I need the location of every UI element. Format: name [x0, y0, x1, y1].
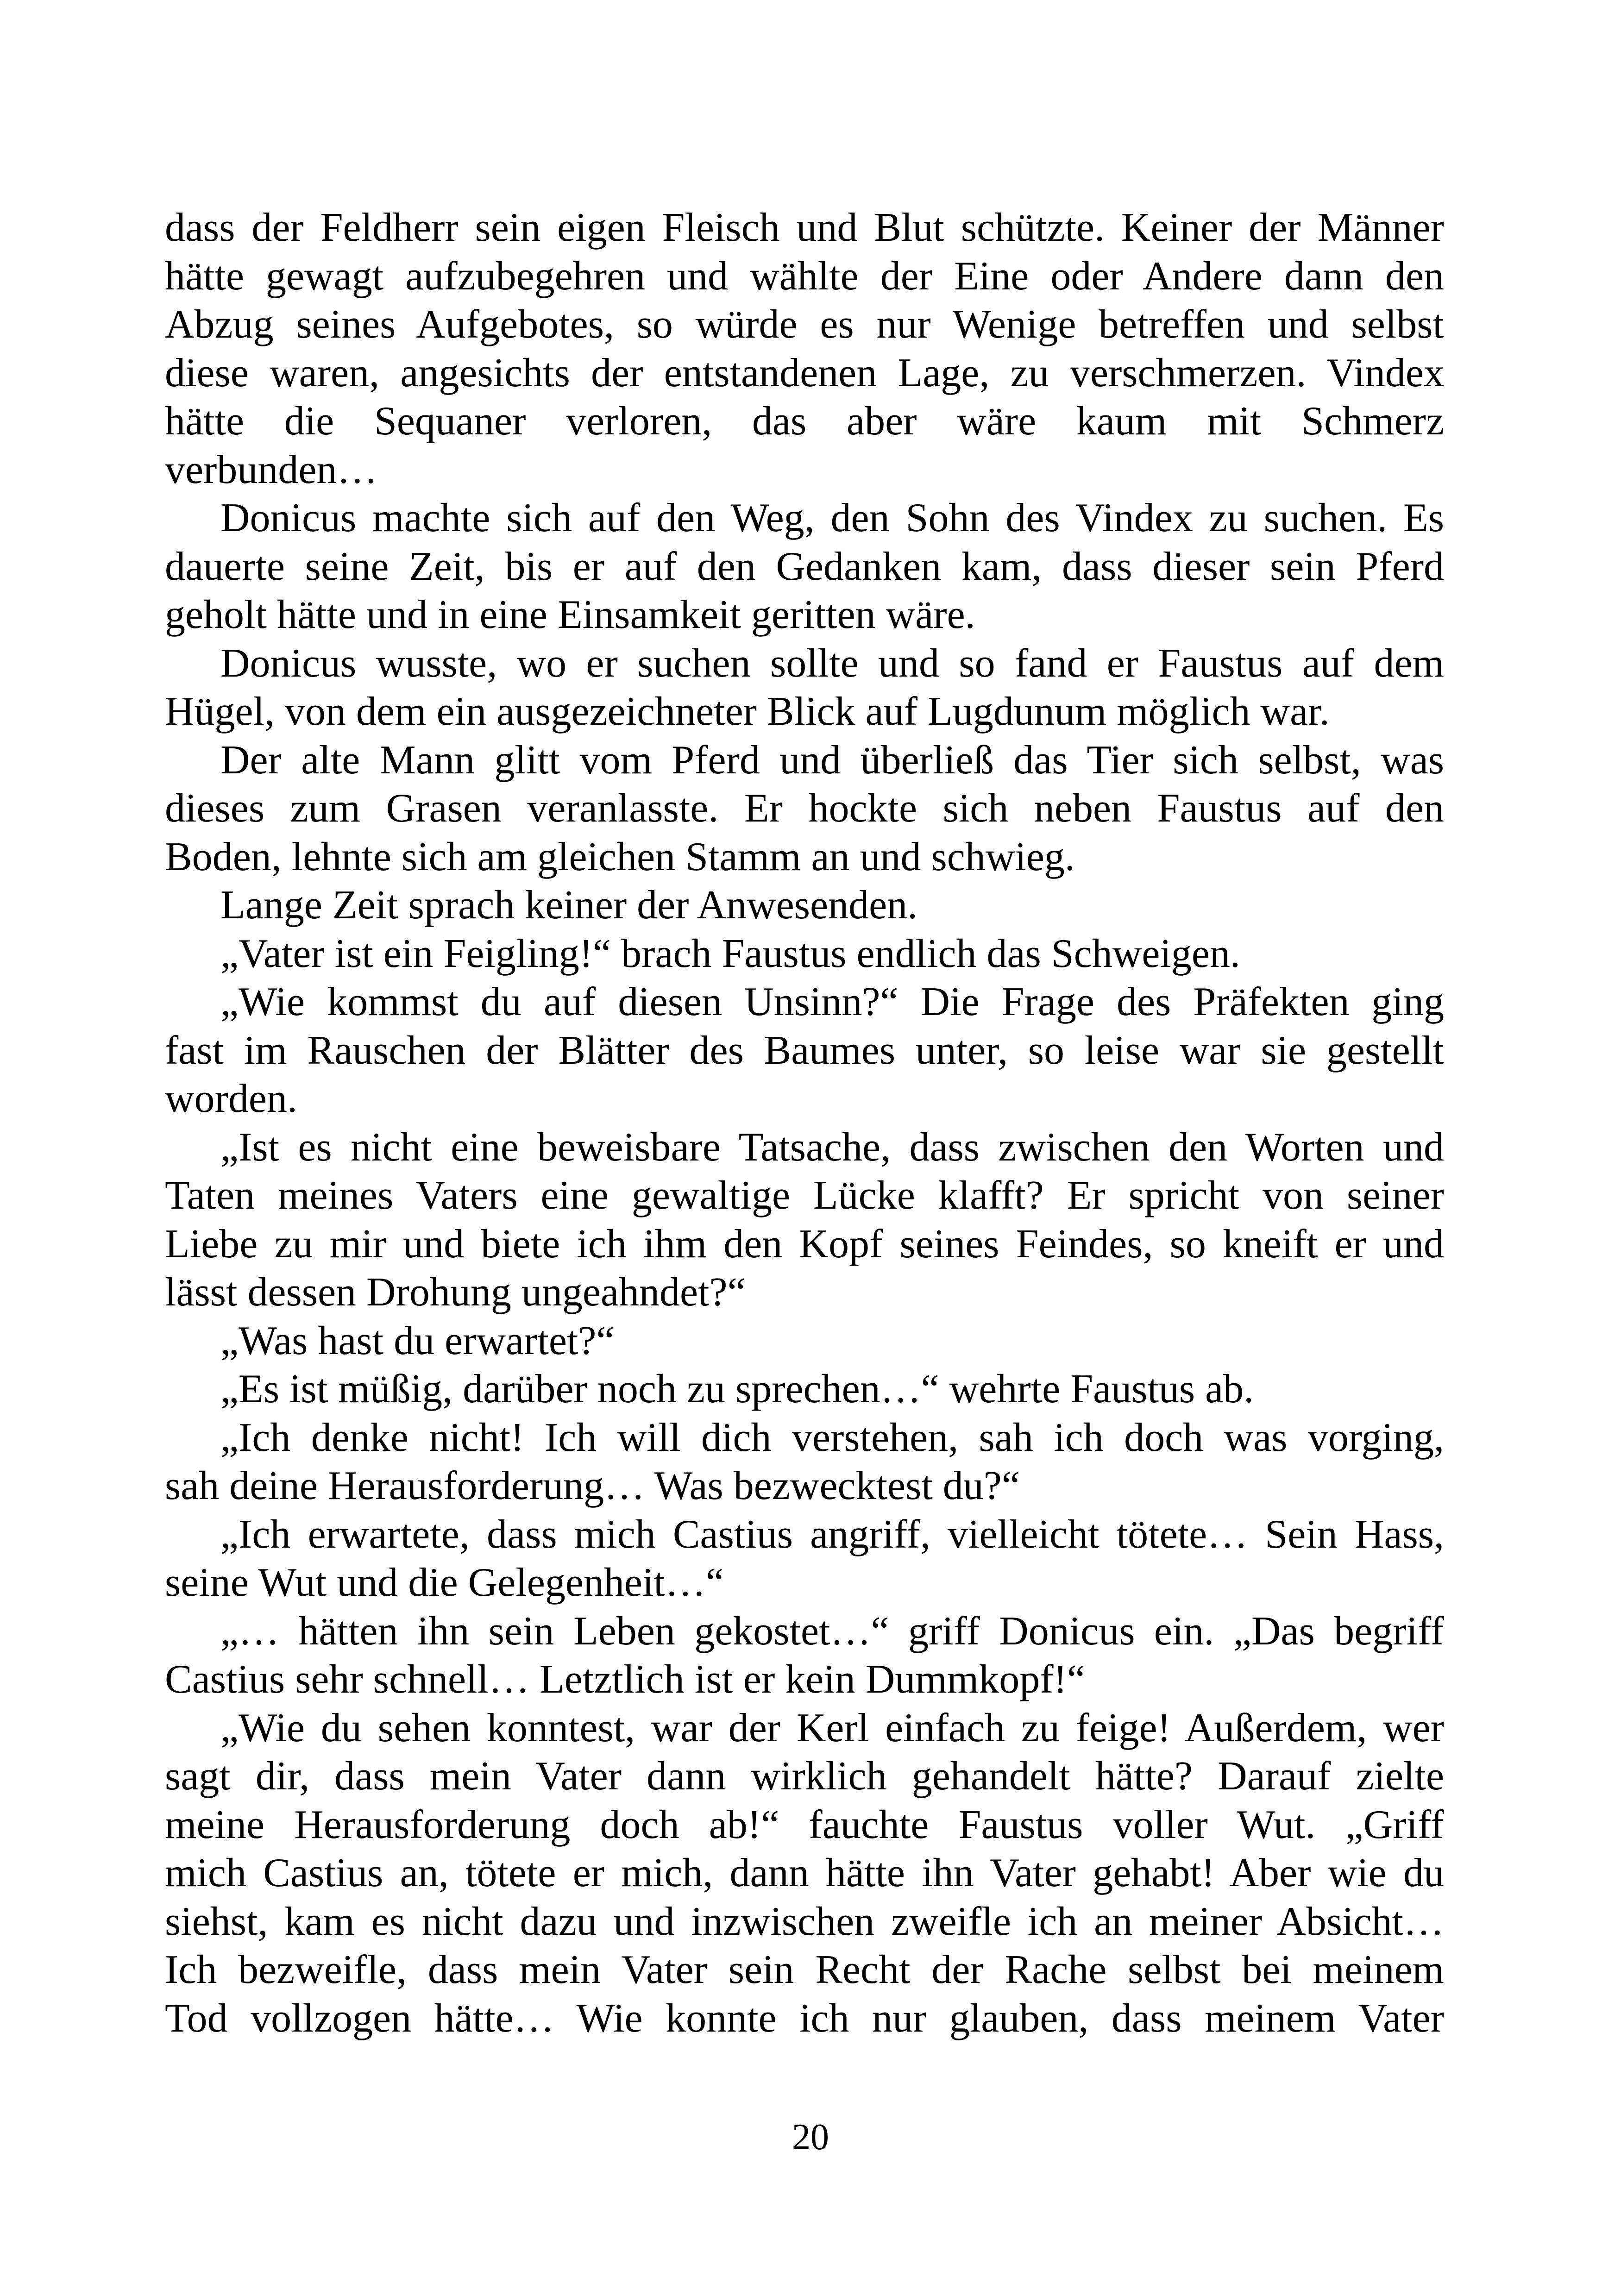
text-line: sagt dir, dass mein Vater dann wirklich gehandelt hätte? Darauf zielte: [165, 1754, 1444, 1799]
body-text: [165, 204, 1444, 2043]
text-line: „Was hast du erwartet?“: [220, 1318, 615, 1363]
paragraph: [165, 930, 1444, 979]
text-line: Castius sehr schnell… Letztlich ist er kein Dummkopf!“: [165, 1657, 1085, 1702]
text-line: meine Herausforderung doch ab!“ fauchte Faustus voller Wut. „Griff: [165, 1802, 1444, 1847]
paragraph: [165, 1607, 1444, 1704]
text-line: geholt hätte und in eine Einsamkeit geritten wäre.: [165, 592, 975, 637]
text-line: lässt dessen Drohung ungeahndet?“: [165, 1270, 746, 1315]
paragraph: [165, 1414, 1444, 1511]
text-line: siehst, kam es nicht dazu und inzwischen zweifle ich an meiner Absicht…: [165, 1899, 1444, 1944]
text-line: dass der Feldherr sein eigen Fleisch und Blut schützte. Keiner der Männer: [165, 205, 1444, 250]
text-line: „… hätten ihn sein Leben gekostet…“ griff Donicus ein. „Das begriff: [220, 1608, 1444, 1654]
text-line: dauerte seine Zeit, bis er auf den Gedanken kam, dass dieser sein Pferd: [165, 544, 1444, 589]
paragraph: [165, 736, 1444, 882]
paragraph: [165, 1704, 1444, 2043]
paragraph: [165, 1365, 1444, 1414]
page-number: 20: [792, 2117, 829, 2158]
text-line: Liebe zu mir und biete ich ihm den Kopf seines Feindes, so kneift er und: [165, 1221, 1444, 1267]
text-line: „Ich denke nicht! Ich will dich verstehen, sah ich doch was vorging,: [220, 1415, 1444, 1460]
text-line: „Es ist müßig, darüber noch zu sprechen…“ wehrte Faustus ab.: [220, 1367, 1254, 1411]
text-line: Lange Zeit sprach keiner der Anwesenden.: [220, 883, 918, 928]
text-line: seine Wut und die Gelegenheit…“: [165, 1560, 724, 1605]
text-line: hätte die Sequaner verloren, das aber wäre kaum mit Schmerz: [165, 399, 1444, 444]
text-line: sah deine Herausforderung… Was bezwecktest du?“: [165, 1463, 1020, 1508]
text-line: „Ich erwartete, dass mich Castius angriff, vielleicht tötete… Sein Hass,: [220, 1512, 1444, 1557]
text-line: fast im Rauschen der Blätter des Baumes unter, so leise war sie gestellt: [165, 1028, 1444, 1073]
paragraph: [165, 1123, 1444, 1317]
text-line: Abzug seines Aufgebotes, so würde es nur Wenige betreffen und selbst: [165, 302, 1444, 347]
paragraph: [165, 1511, 1444, 1607]
text-line: worden.: [165, 1076, 297, 1121]
paragraph: [165, 978, 1444, 1123]
text-line: Hügel, von dem ein ausgezeichneter Blick auf Lugdunum möglich war.: [165, 689, 1330, 734]
text-line: diese waren, angesichts der entstandenen Lage, zu verschmerzen. Vindex: [165, 350, 1444, 395]
paragraph: [165, 1317, 1444, 1366]
text-line: Der alte Mann glitt vom Pferd und überließ das Tier sich selbst, was: [220, 737, 1444, 783]
paragraph: [165, 494, 1444, 640]
text-line: Taten meines Vaters eine gewaltige Lücke klafft? Er spricht von seiner: [165, 1173, 1444, 1218]
text-line: dieses zum Grasen veranlasste. Er hockte sich neben Faustus auf den: [165, 786, 1444, 831]
text-line: hätte gewagt aufzubegehren und wählte der Eine oder Andere dann den: [165, 253, 1444, 299]
text-line: „Vater ist ein Feigling!“ brach Faustus endlich das Schweigen.: [220, 931, 1240, 976]
paragraph: [165, 204, 1444, 494]
text-line: „Wie kommst du auf diesen Unsinn?“ Die Frage des Präfekten ging: [220, 979, 1444, 1024]
paragraph: [165, 640, 1444, 736]
text-line: Donicus machte sich auf den Weg, den Sohn des Vindex zu suchen. Es: [220, 496, 1444, 540]
text-line: Tod vollzogen hätte… Wie konnte ich nur glauben, dass meinem Vater: [165, 1995, 1444, 2041]
text-line: „Wie du sehen konntest, war der Kerl einfach zu feige! Außerdem, wer: [220, 1705, 1444, 1750]
text-line: „Ist es nicht eine beweisbare Tatsache, dass zwischen den Worten und: [220, 1124, 1444, 1170]
text-line: Boden, lehnte sich am gleichen Stamm an und schwieg.: [165, 834, 1075, 879]
text-line: Ich bezweifle, dass mein Vater sein Recht der Rache selbst bei meinem: [165, 1947, 1444, 1992]
text-line: verbunden…: [165, 447, 378, 492]
text-line: mich Castius an, tötete er mich, dann hätte ihn Vater gehabt! Aber wie du: [165, 1851, 1444, 1895]
text-line: Donicus wusste, wo er suchen sollte und so fand er Faustus auf dem: [220, 640, 1444, 686]
paragraph: [165, 881, 1444, 930]
